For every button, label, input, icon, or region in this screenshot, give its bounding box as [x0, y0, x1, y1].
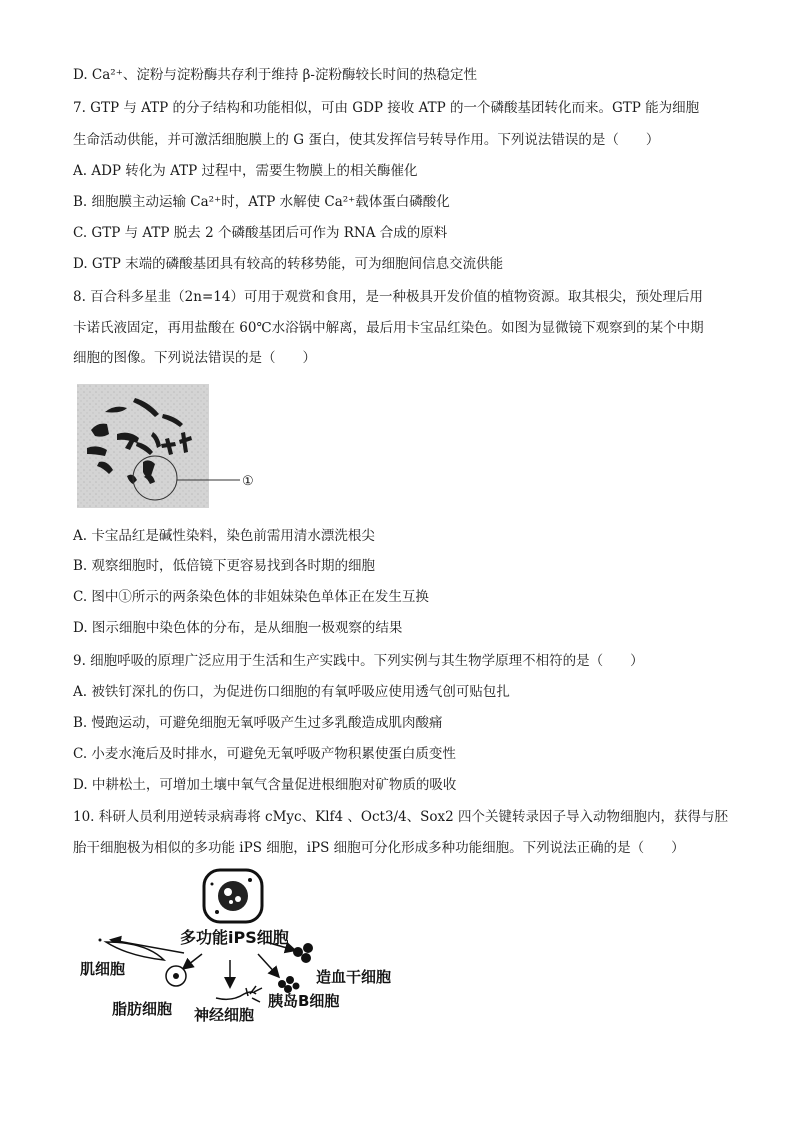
q7-stem-line1: 7. GTP 与 ATP 的分子结构和功能相似，可由 GDP 接收 ATP 的一个磷酸基团转化而来。GTP 能为细胞	[73, 100, 700, 116]
q9-stem: 9. 细胞呼吸的原理广泛应用于生活和生产实践中。下列实例与其生物学原理不相符的是（ ）	[73, 653, 644, 669]
fat-cell-icon	[166, 966, 186, 986]
fat-cell-label: 脂肪细胞	[112, 1000, 173, 1018]
q8-option-b: B. 观察细胞时，低倍镜下更容易找到各时期的细胞	[73, 558, 376, 574]
q8-stem-line2: 卡诺氏液固定，再用盐酸在 60℃水浴锅中解离，最后用卡宝品红染色。如图为显微镜下观察到的某个中期	[73, 320, 704, 336]
blood-stem-cell-label: 造血干细胞	[316, 968, 392, 986]
muscle-cell-label: 肌细胞	[80, 960, 126, 978]
q8-option-d: D. 图示细胞中染色体的分布，是从细胞一极观察的结果	[73, 620, 403, 636]
q8-stem-line3: 细胞的图像。下列说法错误的是（ ）	[73, 350, 316, 366]
ips-cell-label: 多功能iPS细胞	[180, 928, 289, 947]
q7-option-d: D. GTP 末端的磷酸基团具有较高的转移势能，可为细胞间信息交流供能	[73, 256, 504, 272]
q8-option-a: A. 卡宝品红是碱性染料，染色前需用清水漂洗根尖	[73, 528, 375, 544]
q6-option-d: D. Ca²⁺、淀粉与淀粉酶共存利于维持 β-淀粉酶较长时间的热稳定性	[73, 67, 477, 83]
q7-option-b: B. 细胞膜主动运输 Ca²⁺时，ATP 水解使 Ca²⁺载体蛋白磷酸化	[73, 194, 450, 210]
micrograph-figure	[77, 384, 257, 508]
q9-option-c: C. 小麦水淹后及时排水，可避免无氧呼吸产物积累使蛋白质变性	[73, 746, 456, 762]
blood-stem-cell-icon	[293, 943, 313, 963]
q9-option-b: B. 慢跑运动，可避免细胞无氧呼吸产生过多乳酸造成肌肉酸痛	[73, 715, 443, 731]
q10-stem-line1: 10. 科研人员利用逆转录病毒将 cMyc、Klf4 、Oct3/4、Sox2 四个关键转录因子导入动物细胞内，获得与胚	[73, 809, 729, 825]
nerve-cell-icon	[216, 986, 262, 1002]
ips-differentiation-figure	[72, 868, 412, 1028]
q9-option-d: D. 中耕松土，可增加土壤中氧气含量促进根细胞对矿物质的吸收	[73, 777, 457, 793]
q9-option-a: A. 被铁钉深扎的伤口，为促进伤口细胞的有氧呼吸应使用透气创可贴包扎	[73, 684, 510, 700]
marker-1-label: ①	[242, 474, 254, 489]
q7-option-c: C. GTP 与 ATP 脱去 2 个磷酸基团后可作为 RNA 合成的原料	[73, 225, 448, 241]
q7-stem-line2: 生命活动供能，并可激活细胞膜上的 G 蛋白，使其发挥信号转导作用。下列说法错误的是（ ）	[73, 132, 660, 148]
q7-option-a: A. ADP 转化为 ATP 过程中，需要生物膜上的相关酶催化	[73, 163, 418, 179]
islet-b-cell-label: 胰岛B细胞	[268, 992, 340, 1010]
nerve-cell-label: 神经细胞	[194, 1006, 255, 1024]
q8-stem-line1: 8. 百合科多星韭（2n=14）可用于观赏和食用，是一种极具开发价值的植物资源。取其根尖，预处理后用	[73, 289, 703, 305]
q8-option-c: C. 图中①所示的两条染色体的非姐妹染色单体正在发生互换	[73, 589, 429, 605]
q10-stem-line2: 胎干细胞极为相似的多功能 iPS 细胞，iPS 细胞可分化形成多种功能细胞。下列说法正确的是（ ）	[73, 840, 685, 856]
ips-cell-icon	[204, 870, 262, 922]
